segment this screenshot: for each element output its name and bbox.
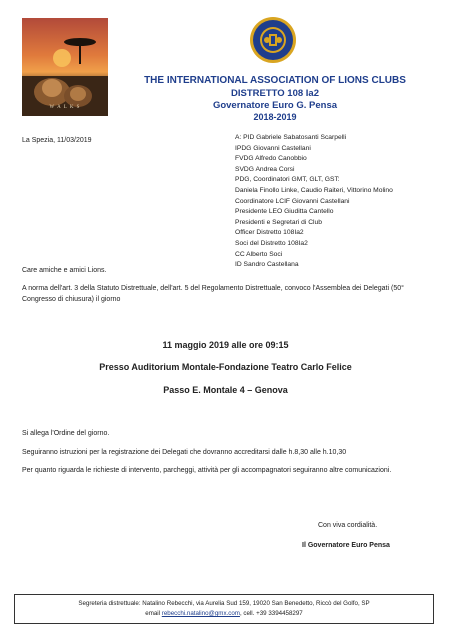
recipient-item: Officer Distretto 108Ia2 [235,229,304,237]
attachment-note: Si allega l'Ordine del giorno. [22,430,110,437]
phone-number: , cell. +39 3394458297 [239,610,303,617]
savanna-lions-illustration [22,18,108,116]
event-address: Passo E. Montale 4 – Genova [163,385,288,395]
org-title: THE INTERNATIONAL ASSOCIATION OF LIONS CLUBS [144,75,406,86]
recipient-item: A: PID Gabriele Sabatosanti Scarpelli [235,134,347,141]
footer-address: Segreteria distrettuale: Natalino Rebecchi, via Aurelia Sud 159, 19020 San Benedetto, Riccò del Golfo, SP [78,600,370,607]
lions-logo [249,16,297,64]
recipient-item: Coordinatore LCIF Giovanni Castellani [235,197,350,205]
recipients-list [235,133,435,271]
header-photo [22,18,108,116]
further-info-paragraph: Per quanto riguarda le richieste di intervento, parcheggi, attività per gli accompagnatori seguiranno altre comunicazioni. [22,467,392,474]
recipient-item: ID Sandro Castellana [235,261,299,269]
recipient-item: Presidente LEO Giuditta Cantello [235,208,334,216]
recipient-item: Presidenti e Segretari di Club [235,218,322,226]
email-link[interactable]: rebecchi.natalino@gmx.com [161,610,240,617]
term-years: 2018-2019 [253,112,297,122]
greeting: Care amiche e amici Lions. [22,267,107,274]
recipient-item: PDG, Coordinatori GMT, GLT, GST: [235,176,340,184]
closing-line: Con viva cordialità. [318,522,378,529]
recipient-item: SVDG Andrea Corsi [235,165,295,173]
footer-contact [15,609,433,619]
email-label: email [145,610,161,617]
recipient-item: Soci del Distretto 108Ia2 [235,239,308,247]
event-place: Presso Auditorium Montale-Fondazione Teatro Carlo Felice [99,362,352,372]
place-date: La Spezia, 11/03/2019 [22,137,92,144]
district-name: DISTRETTO 108 Ia2 [231,88,319,99]
recipient-item: FVDG Alfredo Canobbio [235,155,307,163]
recipient-item: CC Alberto Soci [235,250,283,258]
intro-paragraph: A norma dell'art. 3 della Statuto Distrettuale, dell'art. 5 del Regolamento Distrettuale, convoco l'Assemblea dei Delegati (50° Congresso di chiusura) il giorno [22,285,404,303]
instructions-paragraph: Seguiranno istruzioni per la registrazione dei Delegati che dovranno accreditarsi dalle h.8,30 alle h.10,30 [22,449,347,456]
governor-name: Governatore Euro G. Pensa [212,100,338,111]
event-date: 11 maggio 2019 alle ore 09:15 [162,340,289,350]
signature: Il Governatore Euro Pensa [302,542,390,549]
footer-box [14,594,434,624]
recipient-item: IPDG Giovanni Castellani [235,144,311,152]
recipient-item: Daniela Finollo Linke, Caudio Raiteri, Vittorino Molino [235,186,393,194]
photo-caption: W A L K S [49,105,81,110]
